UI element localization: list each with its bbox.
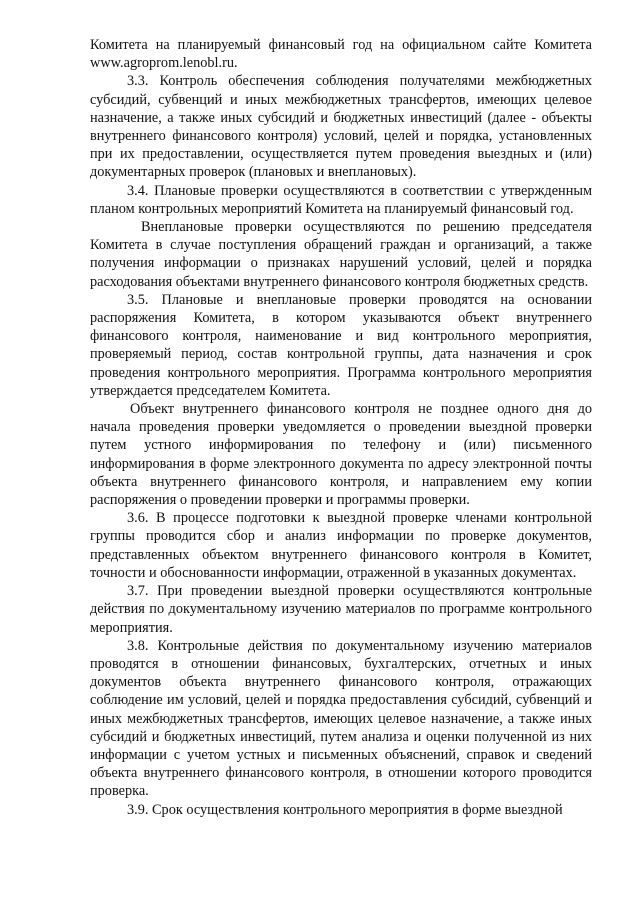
paragraph-website: Комитета на планируемый финансовый год на официальном сайте Комитета www.agroprom.lenobl.ru. [90,37,592,72]
paragraph-notification: Объект внутреннего финансового контроля не позднее одного дня до начала проведения проверки уведомляется о проведении выездной проверки путем устного информирования по телефону и (или) письменного информирования в форме электронного документа по адресу электронной почты объекта внутреннего финансового контроля, и направлением ему копии распоряжения о проведении проверки и программы проверки. [90,401,592,509]
paragraph-3-7: 3.7. При проведении выездной проверки осуществляются контрольные действия по документальному изучению материалов по программе контрольного мероприятия. [90,583,592,636]
paragraph-3-5: 3.5. Плановые и внеплановые проверки проводятся на основании распоряжения Комитета, в котором указываются объект внутреннего финансового контроля, наименование и вид контрольного мероприятия, проверяемый период, состав контрольной группы, дата назначения и срок проведения контрольного мероприятия. Программа контрольного мероприятия утверждается председателем Комитета. [90,291,592,399]
paragraph-3-6: 3.6. В процессе подготовки к выездной проверке членами контрольной группы проводится сбор и анализ информации по проверке документов, представленных объектом внутреннего финансового контроля в Комитет, точности и обоснованности информации, отраженной в указанных документах. [90,510,592,581]
paragraph-unscheduled-checks: Внеплановые проверки осуществляются по решению председателя Комитета в случае поступления обращений граждан и организаций, а также получения информации о признаках нарушений условий, целей и порядка расходования объектами внутреннего финансового контроля бюджетных средств. [90,219,592,290]
paragraph-3-3: 3.3. Контроль обеспечения соблюдения получателями межбюджетных субсидий, субвенций и иных межбюджетных трансфертов, имеющих целевое назначение, а также иных субсидий и бюджетных инвестиций (далее - объекты внутреннего финансового контроля) условий, целей и порядка, установленных при их предоставлении, осуществляется путем проведения выездных и (или) документарных проверок (плановых и внеплановых). [90,73,592,181]
paragraph-3-9: 3.9. Срок осуществления контрольного мероприятия в форме выездной [127,801,563,818]
paragraph-3-8: 3.8. Контрольные действия по документальному изучению материалов проводятся в отношении финансовых, бухгалтерских, отчетных и иных документов объекта внутреннего финансового контроля, отражающих соблюдение им условий, целей и порядка предоставления субсидий, субвенций и иных межбюджетных трансфертов, имеющих целевое назначение, а также иных субсидий и бюджетных инвестиций, путем анализа и оценки полученной из них информации с учетом устных и письменных объяснений, справок и сведений объекта внутреннего финансового контроля, в отношении которого проводится проверка. [90,637,592,800]
paragraph-3-4: 3.4. Плановые проверки осуществляются в соответствии с утвержденным планом контрольных мероприятий Комитета на планируемый финансовый год. [90,182,592,217]
